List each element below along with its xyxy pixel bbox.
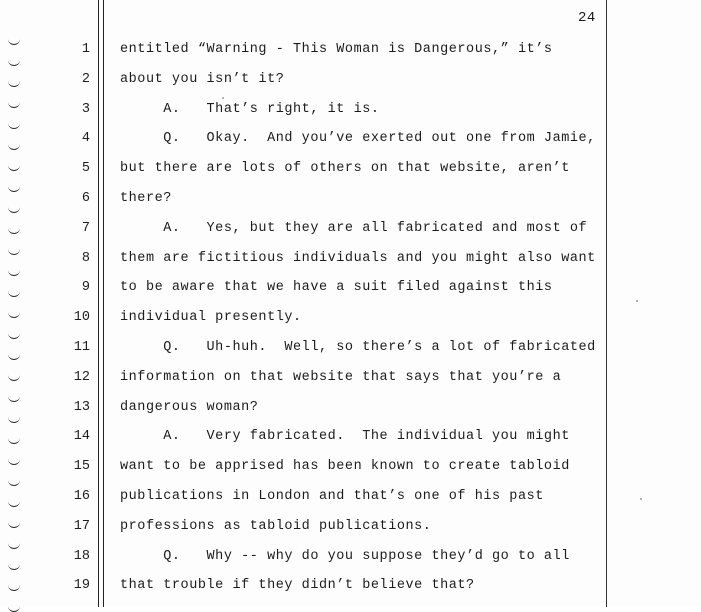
punch-mark	[8, 353, 20, 360]
line-number: 16	[73, 489, 90, 504]
punch-mark	[8, 38, 20, 45]
line-number: 12	[73, 370, 90, 385]
line-number: 15	[73, 459, 90, 474]
punch-mark	[8, 59, 20, 66]
line-number: 5	[81, 161, 90, 176]
punch-mark	[8, 311, 20, 318]
line-text: them are fictitious individuals and you might also want	[120, 251, 596, 266]
line-text: there?	[120, 191, 172, 206]
line-number: 4	[81, 131, 90, 146]
punch-mark	[8, 479, 20, 486]
punch-mark	[8, 395, 20, 402]
page-number: 24	[578, 10, 596, 26]
punch-mark	[8, 458, 20, 465]
punch-mark	[8, 122, 20, 129]
left-margin-rule-outer	[98, 0, 99, 607]
punch-mark	[8, 227, 20, 234]
line-text: dangerous woman?	[120, 400, 259, 415]
punch-mark	[8, 143, 20, 150]
scan-speck	[640, 498, 642, 500]
line-text: want to be apprised has been known to create tabloid	[120, 459, 570, 474]
punch-mark	[8, 584, 20, 591]
line-text: publications in London and that’s one of his past	[120, 489, 544, 504]
line-text: Q. Why -- why do you suppose they’d go to all	[120, 549, 570, 564]
punch-mark	[8, 206, 20, 213]
punch-mark	[8, 248, 20, 255]
line-text: A. Yes, but they are all fabricated and most of	[120, 221, 588, 236]
line-text: to be aware that we have a suit filed against this	[120, 280, 553, 295]
line-text: Q. Uh-huh. Well, so there’s a lot of fabricated	[120, 340, 596, 355]
line-number: 9	[81, 280, 90, 295]
line-number: 6	[81, 191, 90, 206]
line-number: 2	[81, 72, 90, 87]
scan-speck	[636, 300, 638, 302]
line-number: 10	[73, 310, 90, 325]
punch-mark	[8, 80, 20, 87]
line-text: information on that website that says that you’re a	[120, 370, 562, 385]
punch-mark	[8, 500, 20, 507]
punch-mark	[8, 563, 20, 570]
line-number: 13	[73, 400, 90, 415]
punch-mark	[8, 290, 20, 297]
punch-mark	[8, 332, 20, 339]
punch-mark	[8, 542, 20, 549]
line-text: entitled “Warning - This Woman is Dangerous,” it’s	[120, 42, 553, 57]
line-number: 8	[81, 251, 90, 266]
punch-mark	[8, 437, 20, 444]
line-number: 1	[81, 42, 90, 57]
line-text: A. Very fabricated. The individual you might	[120, 429, 570, 444]
line-text: A. That’s right, it is.	[120, 102, 380, 117]
scan-speck	[222, 97, 224, 99]
line-number: 18	[73, 549, 90, 564]
line-text: professions as tabloid publications.	[120, 519, 432, 534]
line-number: 14	[73, 429, 90, 444]
punch-mark	[8, 521, 20, 528]
line-text: that trouble if they didn’t believe that?	[120, 578, 475, 593]
line-number: 11	[73, 340, 90, 355]
left-margin-rule-inner	[103, 0, 104, 607]
right-margin-rule	[606, 0, 607, 607]
punch-mark	[8, 101, 20, 108]
line-text: but there are lots of others on that website, aren’t	[120, 161, 570, 176]
binder-punch-marks	[0, 0, 30, 607]
line-number: 7	[81, 221, 90, 236]
line-number: 17	[73, 519, 90, 534]
punch-mark	[8, 374, 20, 381]
punch-mark	[8, 269, 20, 276]
line-text: about you isn’t it?	[120, 72, 285, 87]
line-number: 3	[81, 102, 90, 117]
line-text: Q. Okay. And you’ve exerted out one from Jamie,	[120, 131, 596, 146]
punch-mark	[8, 164, 20, 171]
punch-mark	[8, 605, 20, 612]
punch-mark	[8, 185, 20, 192]
line-number: 19	[73, 578, 90, 593]
line-text: individual presently.	[120, 310, 302, 325]
punch-mark	[8, 416, 20, 423]
